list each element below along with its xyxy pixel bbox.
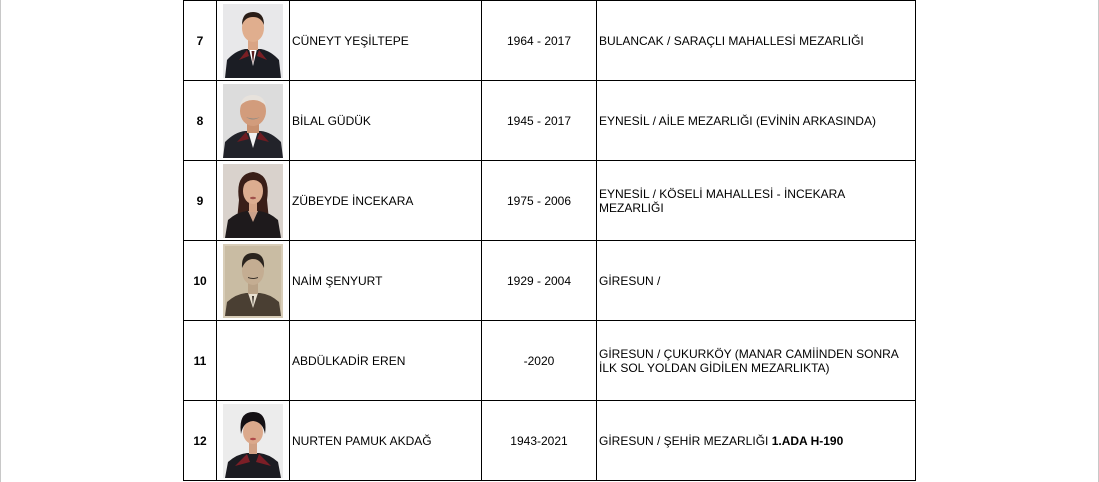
row-number: 7 (184, 1, 217, 81)
photo-cell (217, 1, 290, 81)
burial-place-text: GİRESUN / ŞEHİR MEZARLIĞI (599, 433, 772, 448)
years-cell: 1929 - 2004 (482, 241, 597, 321)
table-row (184, 401, 916, 481)
years-cell: 1945 - 2017 (482, 81, 597, 161)
burial-place-text: GİRESUN / ÇUKURKÖY (MANAR CAMİİNDEN SONRA İLK SOL YOLDAN GİDİLEN MEZARLIKTA) (599, 346, 899, 375)
row-number: 12 (184, 401, 217, 481)
table-row (184, 321, 916, 401)
photo-cell-empty (217, 321, 290, 401)
row-number: 9 (184, 161, 217, 241)
photo-cell (217, 401, 290, 481)
portrait-photo (223, 244, 283, 318)
burial-place-cell (597, 241, 916, 321)
photo-cell (217, 241, 290, 321)
portrait-photo (223, 164, 283, 238)
table-row (184, 241, 916, 321)
row-number: 11 (184, 321, 217, 401)
portrait-photo (223, 404, 283, 478)
burial-place-text: BULANCAK / SARAÇLI MAHALLESİ MEZARLIĞI (599, 33, 864, 48)
portrait-photo (223, 84, 283, 158)
burial-place-text: EYNESİL / AİLE MEZARLIĞI (EVİNİN ARKASINDA) (599, 113, 876, 128)
photo-cell (217, 81, 290, 161)
burial-place-cell (597, 321, 916, 401)
portrait-photo (223, 4, 283, 78)
photo-cell (217, 161, 290, 241)
years-cell: 1975 - 2006 (482, 161, 597, 241)
years-cell: 1943-2021 (482, 401, 597, 481)
name-cell: CÜNEYT YEŞİLTEPE (290, 1, 482, 81)
burial-place-bold: 1.ADA H-190 (771, 433, 844, 448)
years-cell: -2020 (482, 321, 597, 401)
table-row (184, 161, 916, 241)
burial-place-cell (597, 401, 916, 481)
burial-place-text: EYNESİL / KÖSELİ MAHALLESİ - İNCEKARA MEZARLIĞI (599, 186, 845, 215)
table-row (184, 81, 916, 161)
burial-place-cell (597, 161, 916, 241)
records-table (183, 0, 916, 481)
name-cell: ABDÜLKADİR EREN (290, 321, 482, 401)
name-cell: BİLAL GÜDÜK (290, 81, 482, 161)
burial-place-cell (597, 81, 916, 161)
name-cell: ZÜBEYDE İNCEKARA (290, 161, 482, 241)
burial-place-cell (597, 1, 916, 81)
name-cell: NURTEN PAMUK AKDAĞ (290, 401, 482, 481)
frame-left-border (0, 0, 1, 482)
years-cell: 1964 - 2017 (482, 1, 597, 81)
burial-place-text: GİRESUN / (599, 273, 661, 288)
row-number: 8 (184, 81, 217, 161)
name-cell: NAİM ŞENYURT (290, 241, 482, 321)
row-number: 10 (184, 241, 217, 321)
table-row (184, 1, 916, 81)
